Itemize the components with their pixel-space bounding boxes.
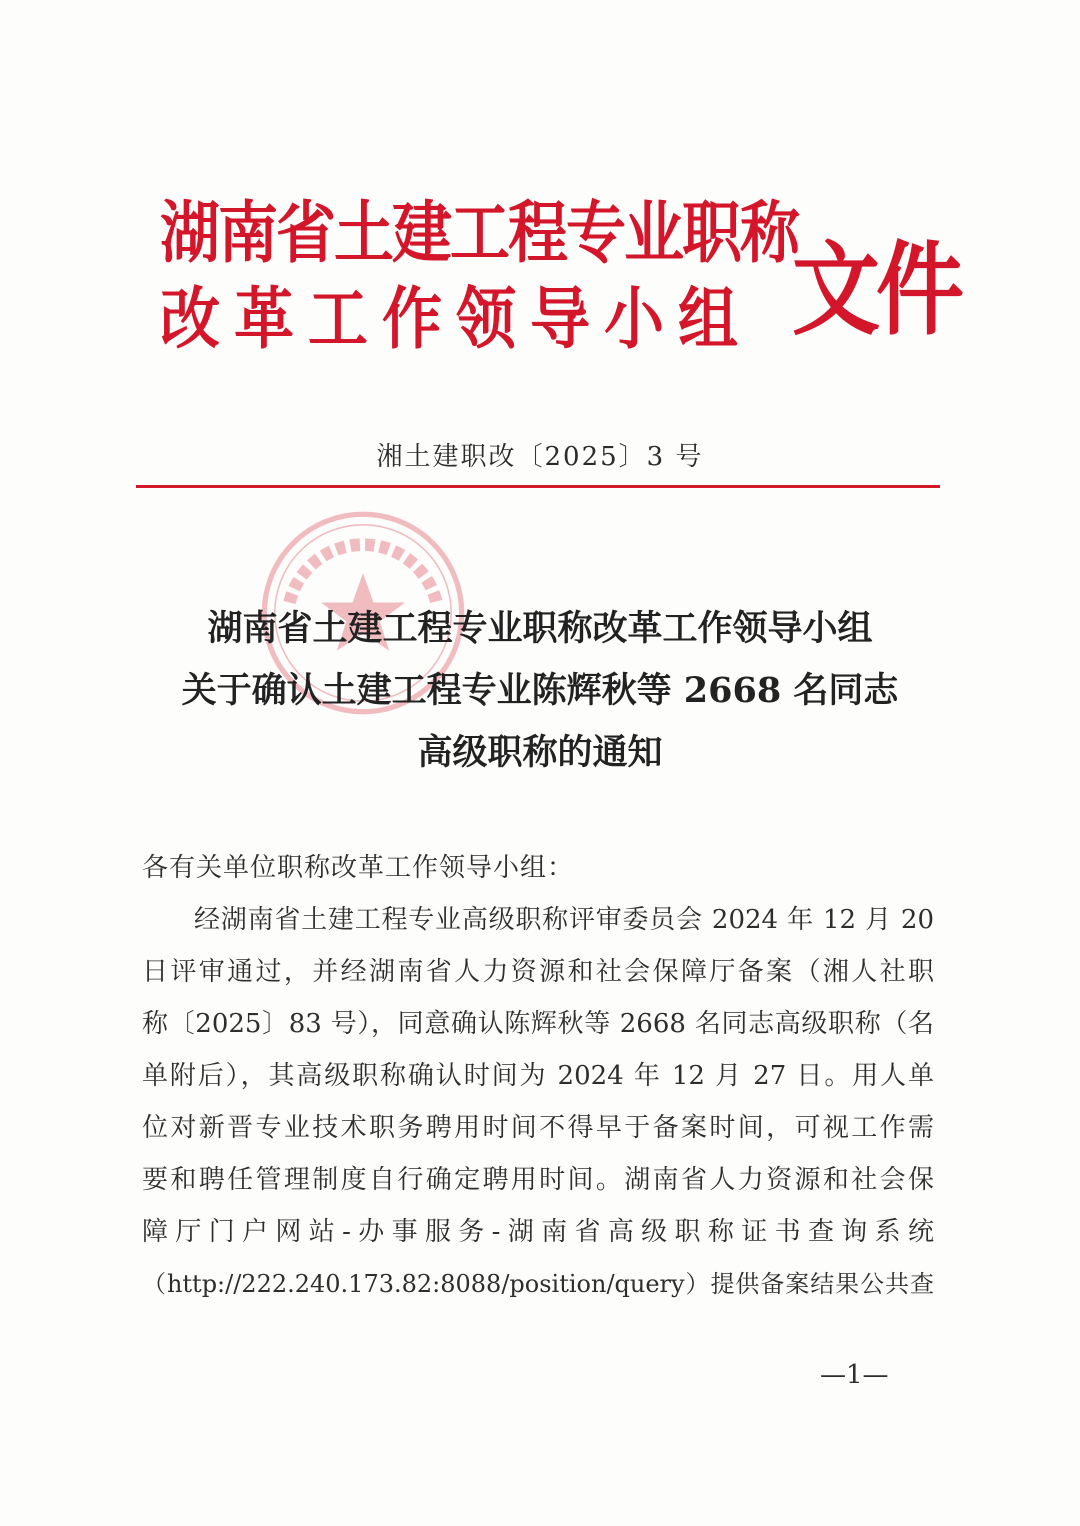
body-line: 单附后），其高级职称确认时间为 2024 年 12 月 27 日。用人单 xyxy=(142,1061,934,1091)
red-divider-line xyxy=(136,485,940,488)
salutation: 各有关单位职称改革工作领导小组： xyxy=(142,853,575,883)
title-line-2: 关于确认土建工程专业陈辉秋等 2668 名同志 xyxy=(181,670,899,711)
notice-title xyxy=(0,598,1080,784)
document-number: 湘土建职改〔2025〕3 号 xyxy=(376,442,704,472)
body-line: 经湖南省土建工程专业高级职称评审委员会 2024 年 12 月 20 xyxy=(194,905,934,935)
letterhead-document-word: 文件 xyxy=(792,230,961,350)
body-line: 位对新晋专业技术职务聘用时间不得早于备案时间，可视工作需 xyxy=(142,1113,934,1143)
page-number: —1— xyxy=(820,1360,889,1390)
letterhead-org-line-2: 改革工作领导小组 xyxy=(160,280,752,359)
body-line: 障厅门户网站-办事服务-湖南省高级职称证书查询系统 xyxy=(142,1217,934,1247)
body-line: 要和聘任管理制度自行确定聘用时间。湖南省人力资源和社会保 xyxy=(142,1165,934,1195)
letterhead-org-line-1: 湖南省土建工程专业职称 xyxy=(160,194,798,273)
body-line-url: （http://222.240.173.82:8088/position/query）提供备案结果公共查 xyxy=(142,1270,934,1298)
body-line: 日评审通过，并经湖南省人力资源和社会保障厅备案（湘人社职 xyxy=(142,957,934,987)
notice-body xyxy=(142,842,934,1310)
red-letterhead xyxy=(160,180,961,360)
title-line-3: 高级职称的通知 xyxy=(417,732,663,773)
title-line-1: 湖南省土建工程专业职称改革工作领导小组 xyxy=(207,608,873,649)
body-line: 称〔2025〕83 号），同意确认陈辉秋等 2668 名同志高级职称（名 xyxy=(142,1009,934,1039)
